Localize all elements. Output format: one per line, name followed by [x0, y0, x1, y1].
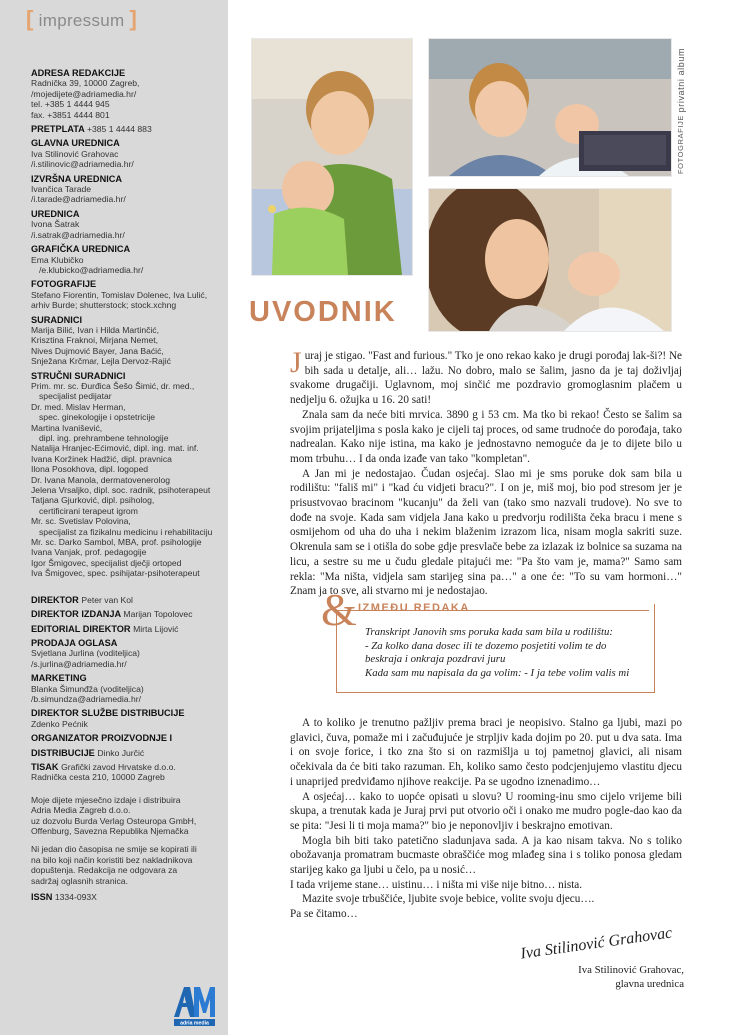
impressum-line: Snježana Krčmar, Lejla Dervoz-Rajić	[31, 356, 171, 367]
paragraph: A osjećaj… kako to uopće opisati u slovu? U rooming-inu smo cijelo vrijeme bili skupa, a trenutak kada je Juraj prvi put otvorio oči i onako me mudro pogle-dao kao da se pita: "Jesi li ti moja mama?" bio je neponovljiv i beskrajno emotivan.	[290, 790, 682, 832]
issn	[31, 892, 223, 902]
impressum-line: Tatjana Gjurković, dipl. psiholog,	[31, 495, 155, 506]
impressum-line: Martina Ivanišević,	[31, 422, 103, 433]
copyright-note	[31, 844, 223, 886]
impressum-heading	[31, 733, 223, 743]
paragraph: I tada vrijeme stane… uistinu… i ništa mi više nije bitno… nista.	[290, 878, 583, 891]
impressum-heading	[31, 68, 223, 78]
issn-value: 1334-093X	[54, 892, 97, 903]
impressum-heading-text: UREDNICA	[31, 208, 80, 219]
impressum-line: /b.simundza@adriamedia.hr/	[31, 693, 141, 704]
impressum-line: /mojedijete@adriamedia.hr/	[31, 88, 137, 99]
impressum-line: Iva Stilinović Grahovac	[31, 148, 119, 159]
paragraph-1-text: uraj je stigao. "Fast and furious." Tko je ono rekao kako je drugi porođaj lak-ši?! Ne bih sada u detalje, ali… lažu. No dobro, malo se šalim, jasno da je taj doživljaj svakome drugačiji. Uglavnom, moj sinčić me pozdravio gromoglasnim plačem u nedjelju 6. ožujka u 16. 20 sati!	[290, 350, 682, 407]
between-line: - Za kolko dana dosec ili te dozemo posjetiti volim te do	[365, 639, 607, 652]
headline-uvodnik: UVODNIK	[249, 296, 397, 328]
impressum-sidebar	[0, 0, 228, 1035]
impressum-section	[31, 174, 223, 205]
paragraph: Mogla bih biti tako patetično sladunjava sada. A ja kao nisam takva. No s toliko obožavanja promatram bucmaste obraščiće mog mlađeg sina i s toliko ponosa gledam starijeg kako ga ljubi u čelo, pa u nosić…	[290, 834, 682, 877]
impressum-section	[31, 624, 223, 634]
publisher-note-line: Adria Media Zagreb d.o.o.	[31, 805, 131, 816]
impressum-section	[31, 762, 223, 783]
photo-brothers-sofa	[251, 38, 413, 276]
between-lines-title: IZMEĐU REDAKA	[358, 602, 470, 614]
photo-mother-baby	[428, 188, 672, 332]
impressum-line: /i.stilinovic@adriamedia.hr/	[31, 159, 134, 170]
impressum-line: /i.satrak@adriamedia.hr/	[31, 229, 125, 240]
photo-brothers-closeup	[428, 38, 672, 177]
impressum-line: Igor Šmigovec, specijalist dječji ortoped	[31, 557, 182, 568]
impressum-heading	[31, 279, 223, 289]
impressum-line: Radnička cesta 210, 10000 Zagreb	[31, 772, 165, 783]
between-line: Kada sam mu napisala da ga volim: - I ja tebe volim valis mi	[365, 666, 630, 679]
impressum-line: Natalija Hranjec-Ećimović, dipl. ing. mat. inf.	[31, 443, 199, 454]
impressum-heading	[31, 138, 223, 148]
impressum-heading	[31, 315, 223, 325]
impressum-line: Ema Klubičko	[31, 254, 84, 265]
impressum-line: certificirani terapeut igrom	[39, 505, 138, 516]
impressum-section	[31, 733, 223, 743]
paragraph: A to koliko je trenutno pažljiv prema braci je neopisivo. Stalno ga ljubi, mazi po glavici, čuva, pomaže mi i začuđujuće je strpljiv kada dojim po 20. put u dva sata. Ima i on svoje forice, i tko zna što si on razmišlja u toj pametnoj glavici, ali nisam očekivala da će biti tako razuman. Eh, koliko samo često podcjenjujemo vlastitu djecu i unaprijed predviđamo njihove reakcije. Pa se ugodno iznenadimo…	[290, 717, 682, 788]
impressum-section	[31, 708, 223, 729]
impressum-line: Radnička 39, 10000 Zagreb,	[31, 78, 140, 89]
paragraph-3: A Jan mi je nedostajao. Čudan osjećaj. Slao mi je sms poruke dok sam bila u rodilištu: "fališ mi" i "kad ću vidjeti bracu?". I on je, miš moj, bio pod stresom jer je prisustvovao bracinom "kucanju" da želi van (tako smo nazvali trudove). No sve to dođe na svoje. Kada sam vidjela Jana kako u predvorju rodilišta čeka bracu i mene s osmijehom od uha do uha i nekim blaženim izrazom lica, nisam mogla sakriti suze. Okrenula sam se i otišla do sobe gdje presvlače bebe za izlazak iz bolnice sa suzama na licu, a sestre su me u čudu gledale pitajući me: "Pa što vam je, mama?" Samo sam rekla: "Ma ništa, vidjela sam starijeg sina pa…" a one će: "To su vam hormoni…" Znam ja to sve, ali stvarno mi je nedostajao.	[290, 467, 682, 598]
impressum-section	[31, 748, 223, 758]
impressum-line: Ivona Šatrak	[31, 219, 80, 230]
impressum-line: Mr. sc. Svetislav Polovina,	[31, 516, 131, 527]
dropcap: J	[290, 346, 302, 379]
impressum-section	[31, 244, 223, 275]
impressum-line: arhiv Burde; shutterstock; stock.xchng	[31, 300, 177, 311]
impressum-heading-text: PRETPLATA	[31, 124, 85, 135]
impressum-heading-text: ADRESA REDAKCIJE	[31, 68, 126, 78]
impressum-section	[31, 609, 223, 619]
author-block	[566, 964, 684, 991]
impressum-line: Krisztina Fraknoi, Mirjana Nemet,	[31, 335, 159, 346]
impressum-line: Ivana Koržinek Hadžić, dipl. pravnica	[31, 453, 172, 464]
impressum-line: dipl. ing. prehrambene tehnologije	[39, 433, 169, 443]
photo-credit	[676, 44, 688, 174]
impressum-line: Zdenko Pećnik	[31, 718, 88, 729]
impressum-section	[31, 673, 223, 704]
impressum-heading	[31, 609, 223, 619]
copyright-note-line: Ni jedan dio časopisa ne smije se kopirati ili	[31, 844, 197, 855]
copyright-note-line: na bilo koji način koristiti bez nakladnikova	[31, 854, 193, 865]
impressum-heading	[31, 638, 223, 648]
impressum-heading	[31, 708, 223, 718]
impressum-section	[31, 371, 223, 579]
impressum-line: fax. +3851 4444 801	[31, 109, 110, 120]
impressum-line: tel. +385 1 4444 945	[31, 99, 110, 110]
impressum-heading-text: DIREKTOR IZDANJA	[31, 609, 121, 620]
impressum-heading	[31, 244, 223, 254]
impressum-section	[31, 138, 223, 169]
impressum-section	[31, 279, 223, 310]
impressum-inline-value: +385 1 4444 883	[86, 124, 152, 135]
impressum-heading-text: IZVRŠNA UREDNICA	[31, 173, 123, 184]
impressum-heading	[31, 595, 223, 605]
publisher-note-line: Offenburg, Savezna Republika Njemačka	[31, 826, 189, 836]
paragraph: Pa se čitamo…	[290, 908, 358, 921]
impressum-line: /i.tarade@adriamedia.hr/	[31, 194, 126, 205]
between-line: Transkript Janovih sms poruka kada sam bila u rodilištu:	[365, 626, 613, 638]
adria-media-logo-graphic	[172, 983, 216, 1027]
impressum-heading	[31, 124, 223, 134]
impressum-line: Prim. mr. sc. Đurđica Šešo Šimić, dr. med.,	[31, 380, 195, 391]
publisher-note-line: uz dozvolu Burda Verlag Osteuropa GmbH,	[31, 815, 197, 826]
bracket-left: [	[26, 6, 34, 31]
impressum-inline-value: Dinko Jurčić	[97, 747, 145, 758]
impressum-line: Dr. Ivana Manola, dermatovenerolog	[31, 474, 171, 485]
svg-text:adria media: adria media	[180, 1020, 209, 1027]
photo-credit-label: FOTOGRAFIJE	[676, 115, 685, 174]
paragraph: Mazite svoje trbuščiće, ljubite svoje bebice, volite svoju djecu….	[302, 893, 595, 906]
impressum-heading-text: MARKETING	[31, 673, 87, 684]
impressum-heading	[31, 174, 223, 184]
impressum-section	[31, 315, 223, 367]
impressum-line: Marija Bilić, Ivan i Hilda Martinčić,	[31, 324, 159, 335]
impressum-line: Ilona Posokhova, dipl. logoped	[31, 464, 149, 475]
impressum-heading-text: DIREKTOR SLUŽBE DISTRIBUCIJE	[31, 708, 185, 719]
impressum-heading	[31, 673, 223, 683]
impressum-section	[31, 68, 223, 120]
editorial-body	[290, 346, 682, 599]
photo-credit-value: privatni album	[676, 47, 686, 113]
impressum-heading-text: EDITORIAL DIREKTOR	[31, 623, 131, 634]
bracket-right: ]	[129, 6, 138, 31]
impressum-heading	[31, 209, 223, 219]
issn-label: ISSN	[31, 892, 53, 903]
adria-media-logo	[172, 983, 216, 1027]
impressum-line: Ivana Vanjak, prof. pedagogije	[31, 547, 147, 558]
impressum-inline-value: Grafički zavod Hrvatske d.o.o.	[61, 761, 176, 772]
impressum-heading-text: GLAVNA UREDNICA	[31, 138, 120, 149]
between-lines-text	[365, 626, 653, 680]
editorial-body-continued	[290, 716, 682, 922]
impressum-heading	[31, 371, 223, 381]
impressum-inline-value: Marijan Topolovec	[123, 609, 193, 620]
impressum-section	[31, 595, 223, 605]
impressum-heading-text: STRUČNI SURADNICI	[31, 370, 126, 381]
impressum-heading-text: TISAK	[31, 761, 59, 772]
between-line: beskraja i onkraja pozdravi juru	[365, 653, 506, 665]
publisher-note-line: Moje dijete mjesečno izdaje i distribuira	[31, 794, 181, 805]
impressum-section	[31, 209, 223, 240]
impressum-line: specijalist pedijatar	[39, 391, 112, 402]
copyright-note-line: sadržaj oglasnih stranica.	[31, 875, 128, 886]
impressum-heading	[31, 748, 223, 758]
impressum-line: Jelena Vrsaljko, dipl. soc. radnik, psihoterapeut	[31, 485, 211, 496]
impressum-line: /e.klubicko@adriamedia.hr/	[39, 264, 144, 275]
impressum-label: impressum	[38, 11, 125, 30]
copyright-note-line: dopuštenja. Redakcija ne odgovara za	[31, 865, 178, 876]
impressum-inline-value: Peter van Kol	[81, 594, 133, 605]
impressum-section	[31, 638, 223, 669]
impressum-heading-text: PRODAJA OGLASA	[31, 637, 118, 648]
impressum-section	[31, 124, 223, 134]
impressum-line: /s.jurlina@adriamedia.hr/	[31, 658, 127, 669]
ampersand-icon: &	[321, 584, 357, 635]
impressum-line: specijalist za fizikalnu medicinu i rehabilitaciju	[39, 526, 213, 537]
impressum-heading-text: DIREKTOR	[31, 594, 79, 605]
impressum-line: Ivančica Tarade	[31, 184, 92, 195]
paragraph-1	[290, 346, 682, 408]
impressum-heading-text: DISTRIBUCIJE	[31, 747, 95, 758]
impressum-line: Mr. sc. Darko Sambol, MBA, prof. psihologije	[31, 537, 202, 548]
impressum-heading-text: FOTOGRAFIJE	[31, 279, 97, 290]
publisher-note	[31, 795, 223, 837]
impressum-heading-text: SURADNICI	[31, 314, 83, 325]
handwritten-signature: Iva Stilinović Grahovac	[519, 924, 674, 963]
author-name: Iva Stilinović Grahovac,	[578, 964, 684, 976]
impressum-line: Nives Dujmović Bayer, Jana Baćić,	[31, 345, 164, 356]
impressum-heading-text: GRAFIČKA UREDNICA	[31, 244, 131, 255]
impressum-line: Iva Šmigovec, spec. psihijatar-psihoterapeut	[31, 568, 200, 579]
impressum-line: Dr. med. Mislav Herman,	[31, 401, 126, 412]
impressum-line: Blanka Šimunđža (voditeljica)	[31, 683, 144, 694]
impressum-content	[31, 68, 223, 902]
paragraph-2: Znala sam da neće biti mrvica. 3890 g i 53 cm. Ma tko bi rekao! Često se šalim sa svojim prijateljima s posla kako je cijeli taj proces, od same trudnoće do porođaja, tako nadrealan. Kako nije istina, ma kako je jednostavno nemoguće da je to dijete bilo u mom trbuhu… I da onda izađe van tako "kompletan".	[290, 408, 682, 465]
impressum-line: Svjetlana Jurlina (voditeljica)	[31, 648, 140, 659]
impressum-line: Stefano Fiorentin, Tomislav Dolenec, Iva Lulić,	[31, 289, 208, 300]
impressum-heading	[31, 624, 223, 634]
impressum-inline-value: Mirta Lijović	[133, 623, 179, 634]
author-role: glavna urednica	[615, 977, 684, 990]
impressum-title	[26, 6, 137, 32]
impressum-heading-text: ORGANIZATOR PROIZVODNJE I	[31, 733, 173, 744]
impressum-heading	[31, 762, 223, 772]
impressum-line: spec. ginekologije i opstetricije	[39, 412, 156, 423]
